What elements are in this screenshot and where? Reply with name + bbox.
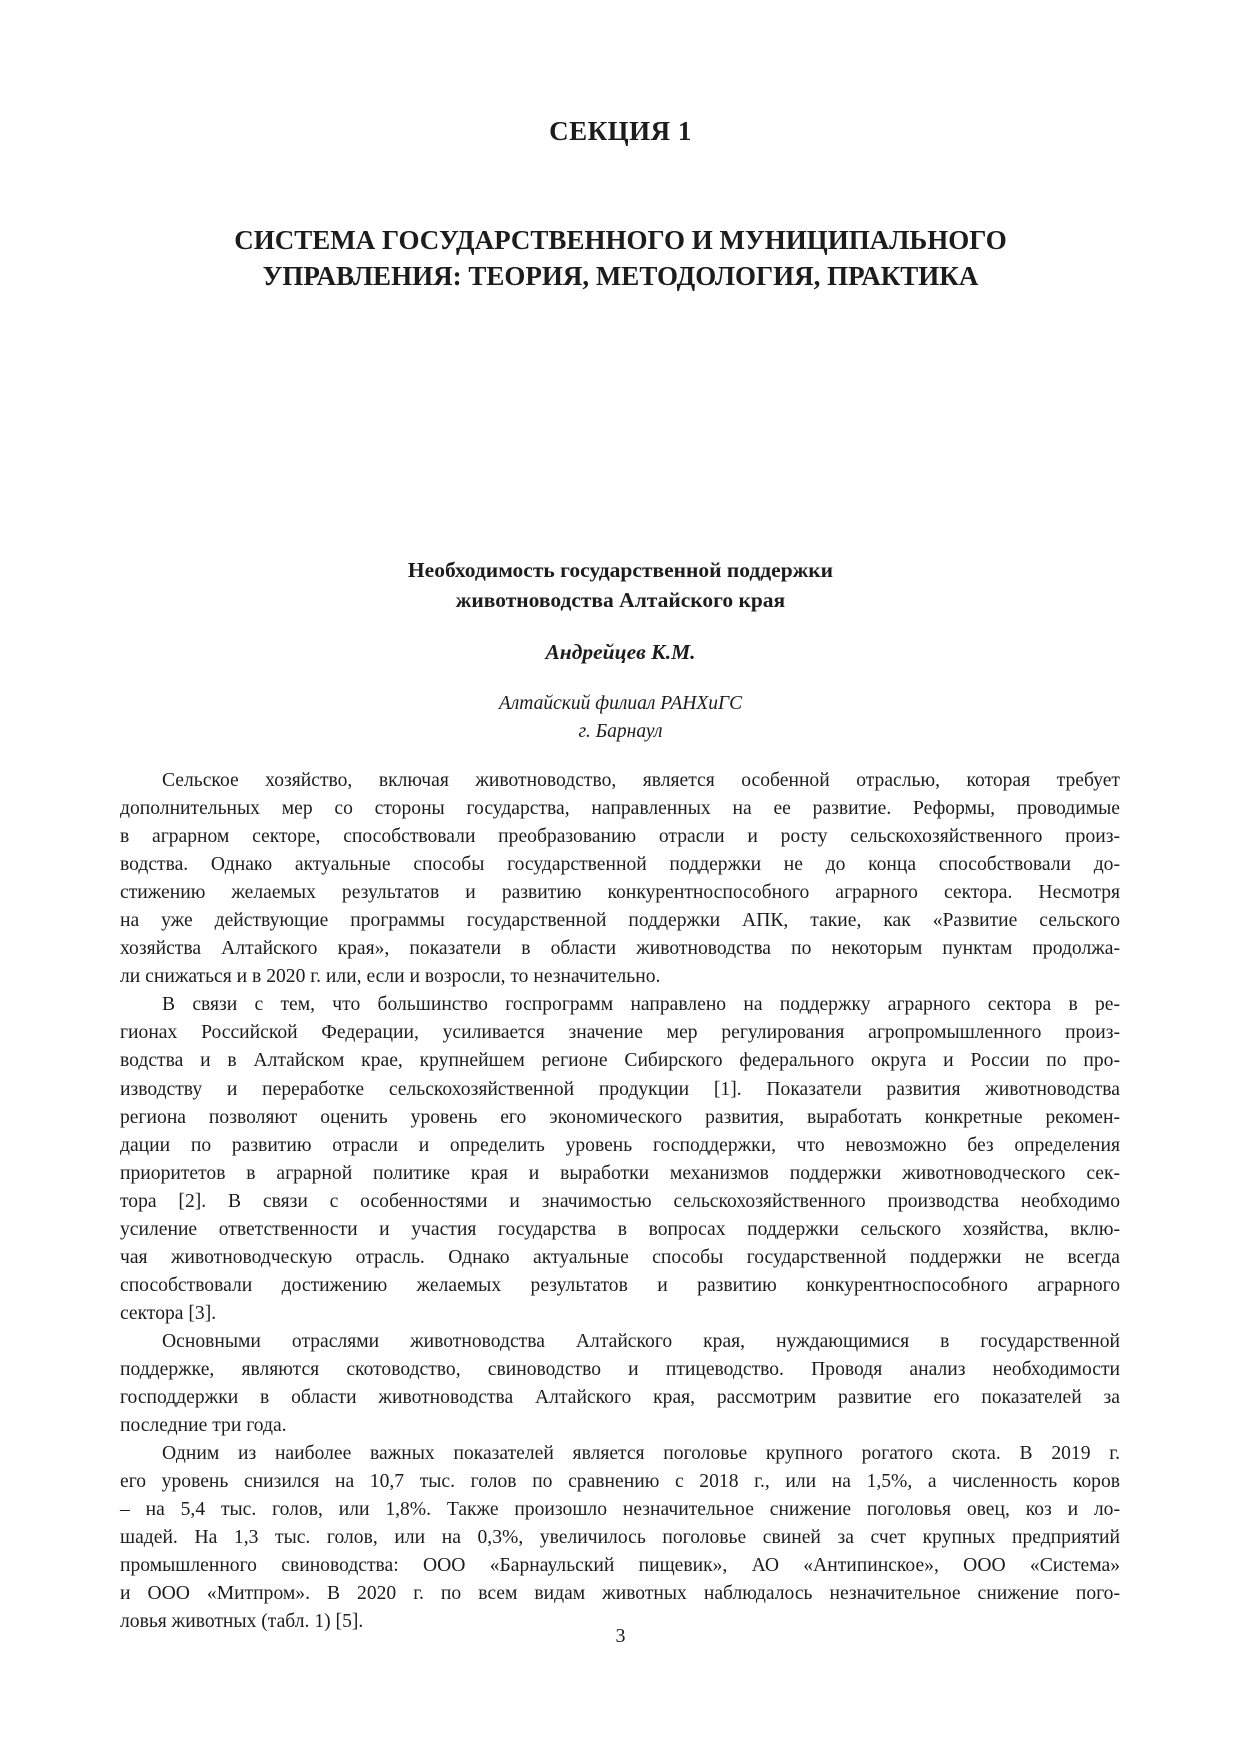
article-title-line: животноводства Алтайского края [455, 588, 786, 612]
body-line: поддержке, являются скотоводство, свиноводство и птицеводство. Проводя анализ необходимости [120, 1358, 1120, 1380]
page-number: 3 [615, 1625, 626, 1647]
article-title [120, 555, 1121, 615]
body-line: стижению желаемых результатов и развитию конкурентноспособного аграрного сектора. Несмотря [120, 882, 1120, 904]
body-line: в аграрном секторе, способствовали преобразованию отрасли и росту сельскохозяйственного произ- [120, 826, 1120, 848]
body-line: ли снижаться и в 2020 г. или, если и возросли, то незначительно. [120, 966, 661, 988]
section-label: СЕКЦИЯ 1 [549, 116, 692, 146]
body-line: сектора [3]. [120, 1302, 217, 1324]
body-line: усиление ответственности и участия государства в вопросах поддержки сельского хозяйства, вклю- [120, 1218, 1120, 1240]
author-affiliation [0, 690, 1241, 746]
section-title-line: СИСТЕМА ГОСУДАРСТВЕННОГО И МУНИЦИПАЛЬНОГО [234, 225, 1007, 255]
body-line: и ООО «Митпром». В 2020 г. по всем видам животных наблюдалось незначительное снижение пого- [120, 1583, 1120, 1605]
body-line: его уровень снизился на 10,7 тыс. голов по сравнению с 2018 г., или на 1,5%, а численность коров [120, 1471, 1120, 1493]
body-line: тора [2]. В связи с особенностями и значимостью сельскохозяйственного производства необходимо [120, 1190, 1120, 1212]
body-line: гионах Российской Федерации, усиливается значение мер регулирования агропромышленного произ- [120, 1022, 1120, 1044]
body-line: промышленного свиноводства: ООО «Барнаульский пищевик», АО «Антипинское», ООО «Система» [120, 1555, 1120, 1577]
body-line: Сельское хозяйство, включая животноводство, является особенной отраслью, которая требует [162, 770, 1120, 791]
body-line: господдержки в области животноводства Алтайского края, рассмотрим развитие его показателей за [120, 1387, 1120, 1409]
body-line: водства. Однако актуальные способы государственной поддержки не до конца способствовали до- [120, 854, 1120, 876]
body-line: приоритетов в аграрной политике края и выработки механизмов поддержки животноводческого сек- [120, 1162, 1120, 1184]
body-line: способствовали достижению желаемых результатов и развитию конкурентноспособного аграрного [120, 1274, 1120, 1296]
body-line: Основными отраслями животноводства Алтайского края, нуждающимися в государственной [162, 1330, 1120, 1352]
article-title-line: Необходимость государственной поддержки [407, 558, 834, 582]
section-title-line: УПРАВЛЕНИЯ: ТЕОРИЯ, МЕТОДОЛОГИЯ, ПРАКТИКА [262, 261, 979, 291]
body-line: шадей. На 1,3 тыс. голов, или на 0,3%, увеличилось поголовье свиней за счет крупных предприятий [120, 1527, 1120, 1549]
body-line: дации по развитию отрасли и определить уровень господдержки, что невозможно без определения [120, 1134, 1120, 1156]
body-line: чая животноводческую отрасль. Однако актуальные способы государственной поддержки не всегда [120, 1246, 1120, 1268]
author-name: Андрейцев К.М. [545, 640, 696, 664]
body-line: Одним из наиболее важных показателей является поголовье крупного рогатого скота. В 2019 г. [162, 1443, 1120, 1465]
body-line: последние три года. [120, 1415, 287, 1437]
body-line: на уже действующие программы государственной поддержки АПК, такие, как «Развитие сельского [120, 910, 1120, 932]
article-body [120, 767, 1120, 1636]
affiliation-organization: Алтайский филиал РАНХиГС [498, 693, 743, 714]
section-title [120, 222, 1121, 294]
body-line: изводству и переработке сельскохозяйственной продукции [1]. Показатели развития животноводства [120, 1078, 1120, 1100]
body-line: хозяйства Алтайского края», показатели в области животноводства по некоторым пунктам продолжа- [120, 938, 1120, 960]
body-line: – на 5,4 тыс. голов, или 1,8%. Также произошло незначительное снижение поголовья овец, коз и ло- [120, 1499, 1120, 1521]
body-line: ловья животных (табл. 1) [5]. [120, 1611, 364, 1633]
body-line: водства и в Алтайском крае, крупнейшем регионе Сибирского федерального округа и России по про- [120, 1050, 1120, 1072]
body-line: В связи с тем, что большинство госпрограмм направлено на поддержку аграрного сектора в ре- [162, 994, 1120, 1016]
affiliation-city: г. Барнаул [578, 721, 663, 742]
body-line: дополнительных мер со стороны государства, направленных на ее развитие. Реформы, проводимые [120, 798, 1120, 820]
body-line: региона позволяют оценить уровень его экономического развития, выработать конкретные рекомен- [120, 1106, 1120, 1128]
